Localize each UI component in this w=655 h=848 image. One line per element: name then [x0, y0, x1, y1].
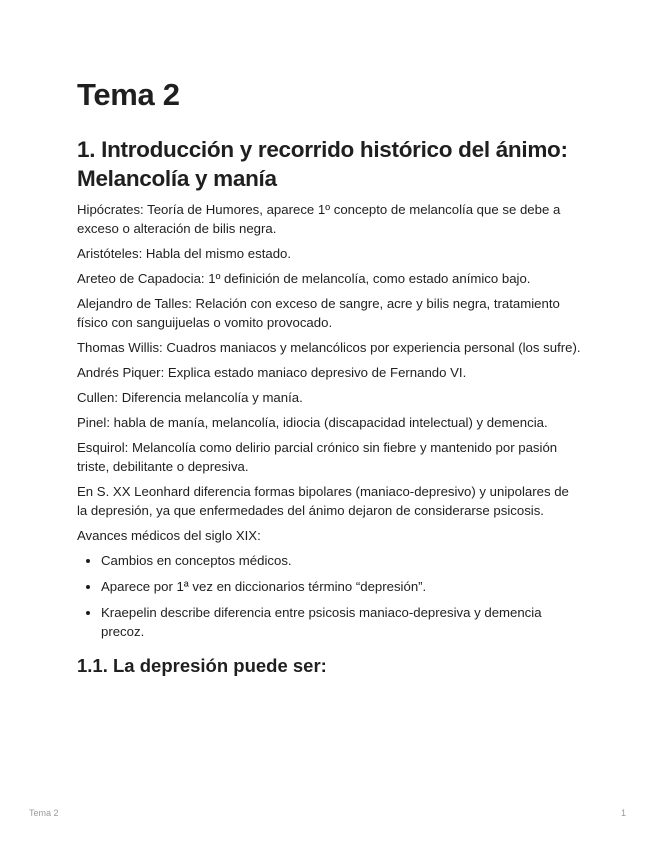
paragraph-aristoteles: Aristóteles: Habla del mismo estado.: [77, 245, 292, 261]
page-number: 1: [620, 808, 626, 818]
section-heading: 1. Introducción y recorrido histórico del ánimo: Melancolía y manía: [77, 137, 568, 192]
list-item: • Cambios en conceptos médicos.: [101, 551, 582, 570]
paragraph-cullen: Cullen: Diferencia melancolía y manía.: [77, 389, 303, 405]
paragraph-esquirol: Esquirol: Melancolía como delirio parcial crónico sin fiebre y mantenido por pasión triste, debilitante o depresiva.: [77, 439, 558, 474]
footer-title: Tema 2: [29, 808, 59, 818]
paragraph-avances: Avances médicos del siglo XIX:: [77, 527, 261, 543]
subsection-heading: 1.1. La depresión puede ser:: [77, 654, 327, 676]
paragraph-pinel: Pinel: habla de manía, melancolía, idiocia (discapacidad intelectual) y demencia.: [77, 414, 548, 430]
document-title: Tema 2: [77, 77, 180, 112]
paragraph-piquer: Andrés Piquer: Explica estado maniaco depresivo de Fernando VI.: [77, 364, 467, 380]
paragraph-hipocrates: Hipócrates: Teoría de Humores, aparece 1º concepto de melancolía que se debe a exceso o alteración de bilis negra.: [77, 201, 561, 236]
paragraph-leonhard: En S. XX Leonhard diferencia formas bipolares (maniaco-depresivo) y unipolares de la depresión, ya que enfermedades del ánimo dejaron de considerarse psicosis.: [77, 483, 569, 518]
paragraph-areteo: Areteo de Capadocia: 1º definición de melancolía, como estado anímico bajo.: [77, 270, 531, 286]
page-content: [77, 76, 582, 677]
list-item: • Kraepelin describe diferencia entre psicosis maniaco-depresiva y demencia precoz.: [101, 603, 582, 641]
bullet-list: [77, 551, 582, 641]
list-item: • Aparece por 1ª vez en diccionarios término “depresión”.: [101, 577, 582, 596]
paragraph-alejandro: Alejandro de Talles: Relación con exceso de sangre, acre y bilis negra, tratamiento físico con sanguijuelas o vomito provocado.: [77, 295, 560, 330]
paragraph-willis: Thomas Willis: Cuadros maniacos y melancólicos por experiencia personal (los sufre).: [77, 339, 581, 355]
